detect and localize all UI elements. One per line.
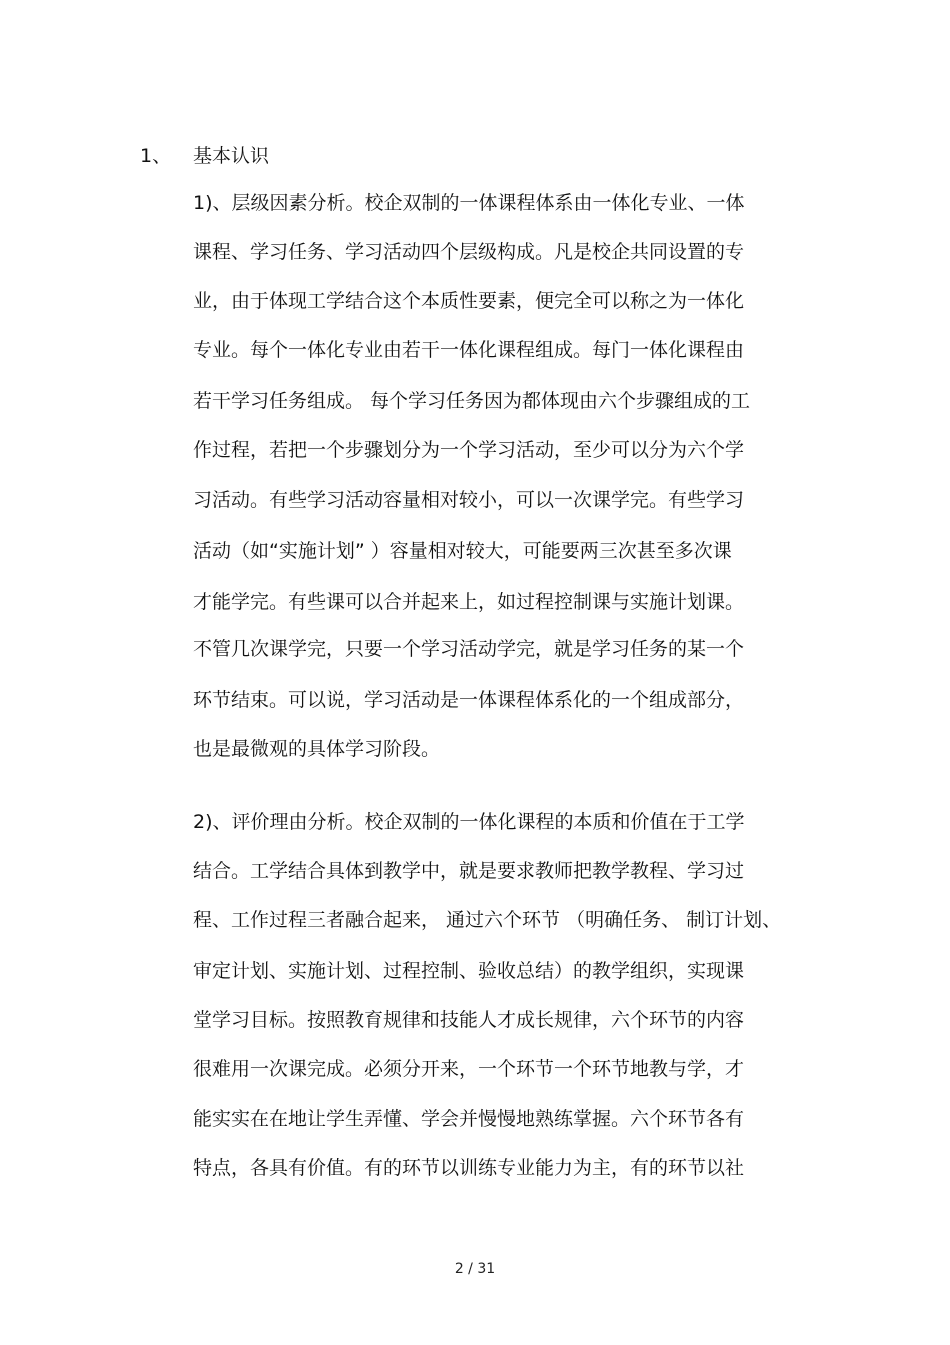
section-number: 1、 [140,145,172,167]
paragraph-line: 专业。每个一体化专业由若干一体化课程组成。每门一体化课程由 [193,339,745,361]
paragraph-line: 作过程，若把一个步骤划分为一个学习活动，至少可以分为六个学 [193,439,745,461]
page-number: 2 / 31 [454,1261,496,1277]
paragraph-line: 不管几次课学完，只要一个学习活动学完，就是学习任务的某一个 [193,638,745,660]
paragraph-line: 特点，各具有价值。有的环节以训练专业能力为主，有的环节以社 [193,1157,745,1179]
paragraph-line: 环节结束。可以说，学习活动是一体课程体系化的一个组成部分， [193,689,745,711]
paragraph-line: 活动（如“实施计划” ）容量相对较大，可能要两三次甚至多次课 [193,540,732,562]
paragraph-line: 结合。工学结合具体到教学中，就是要求教师把教学教程、学习过 [193,860,745,882]
paragraph-line: 习活动。有些学习活动容量相对较小，可以一次课学完。有些学习 [193,489,745,511]
paragraph-line: 很难用一次课完成。必须分开来，一个环节一个环节地教与学，才 [193,1058,745,1080]
paragraph-line: 若干学习任务组成。 每个学习任务因为都体现由六个步骤组成的工 [193,390,751,412]
paragraph-line: 审定计划、实施计划、过程控制、验收总结）的教学组织，实现课 [193,960,745,982]
section-title: 基本认识 [193,145,270,167]
paragraph-line: 1)、层级因素分析。校企双制的一体课程体系由一体化专业、一体 [193,192,745,214]
paragraph-line: 程、工作过程三者融合起来， 通过六个环节 （明确任务、 制订计划、 [193,909,782,931]
paragraph-line: 业，由于体现工学结合这个本质性要素，便完全可以称之为一体化 [193,290,745,312]
paragraph-line: 堂学习目标。按照教育规律和技能人才成长规律，六个环节的内容 [193,1009,745,1031]
paragraph-line: 也是最微观的具体学习阶段。 [193,738,441,760]
paragraph-line: 2)、评价理由分析。校企双制的一体化课程的本质和价值在于工学 [193,811,745,833]
paragraph-line: 能实实在在地让学生弄懂、学会并慢慢地熟练掌握。六个环节各有 [193,1108,745,1130]
paragraph-line: 才能学完。有些课可以合并起来上，如过程控制课与实施计划课。 [193,591,745,613]
paragraph-line: 课程、学习任务、学习活动四个层级构成。凡是校企共同设置的专 [193,241,745,263]
